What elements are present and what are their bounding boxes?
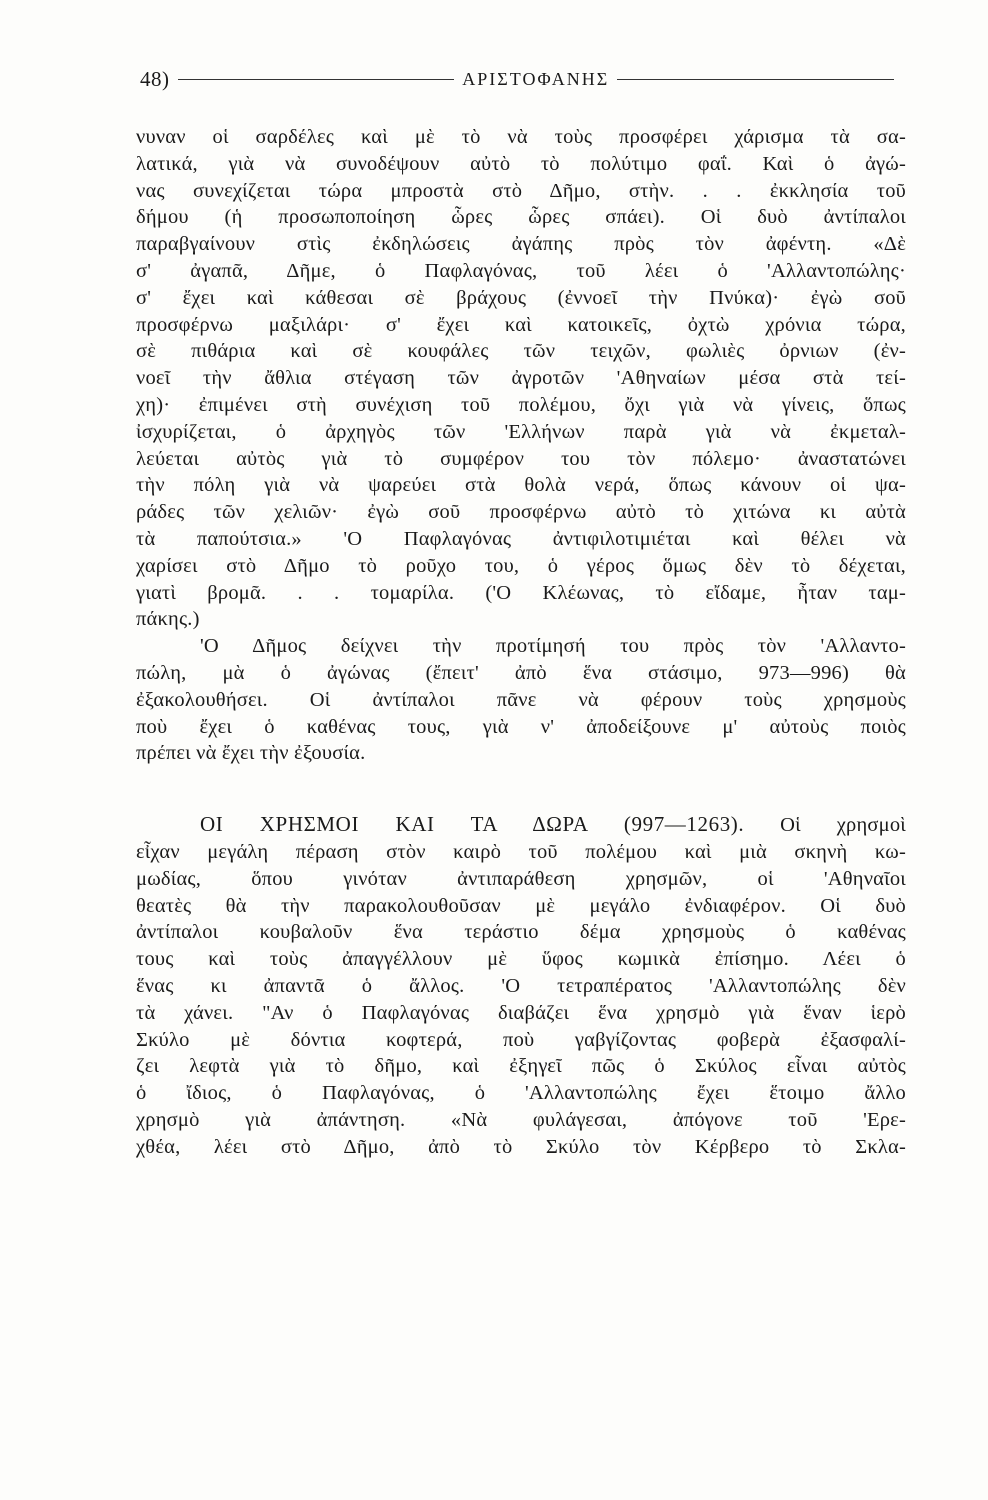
text-line: πάκης.) xyxy=(136,608,200,631)
running-title: ΑΡΙΣΤΟΦΑΝΗΣ xyxy=(462,68,610,89)
text-line: λατικά, γιὰ νὰ συνοδέψουν αὐτὸ τὸ πολύτιμο φαΐ. Καὶ ὁ ἀγώ- xyxy=(136,152,906,175)
text-line: τους καὶ τοὺς ἀπαγγέλλουν μὲ ὕφος κωμικὰ ἐπίσημο. Λέει ὁ xyxy=(136,948,906,971)
text-line: σ' ἀγαπᾶ, Δῆμε, ὁ Παφλαγόνας, τοῦ λέει ὁ 'Αλλαντοπώλης· xyxy=(136,259,906,282)
text-line: χρησμὸ γιὰ ἀπάντηση. «Νὰ φυλάγεσαι, ἀπόγονε τοῦ 'Ερε- xyxy=(136,1108,906,1131)
paragraph-1 xyxy=(136,124,906,633)
text-line: ἐξακολουθήσει. Οἱ ἀντίπαλοι πᾶνε νὰ φέρουν τοὺς χρησμοὺς xyxy=(136,688,906,711)
section-heading-rest: Οἱ χρησμοὶ xyxy=(780,814,907,837)
text-line: χαρίσει στὸ Δῆμο τὸ ροῦχο του, ὁ γέρος ὅμως δὲν τὸ δέχεται, xyxy=(136,554,906,577)
header-rule-left xyxy=(178,79,455,80)
text-line: ὁ ἴδιος, ὁ Παφλαγόνας, ὁ 'Αλλαντοπώλης ἔχει ἕτοιμο ἄλλο xyxy=(136,1082,906,1105)
page-number: 48) xyxy=(140,66,170,91)
body-text xyxy=(136,124,906,1160)
text-line: πρέπει νὰ ἔχει τὴν ἐξουσία. xyxy=(136,742,366,765)
text-line: Σκύλο μὲ δόντια κοφτερά, ποὺ γαβγίζοντας φοβερὰ ἐξασφαλί- xyxy=(136,1028,906,1051)
text-line: πώλη, μὰ ὁ ἀγώνας (ἔπειτ' ἀπὸ ἕνα στάσιμο, 973—996) θὰ xyxy=(136,661,906,684)
text-line: ἰσχυρίζεται, ὁ ἀρχηγὸς τῶν 'Ελλήνων παρὰ γιὰ νὰ ἐκμεταλ- xyxy=(136,420,906,443)
section-gap xyxy=(136,767,906,811)
text-line: μωδίας, ὅπου γινόταν ἀντιπαράθεση χρησμῶν, οἱ 'Αθηναῖοι xyxy=(136,867,906,890)
text-line: θεατὲς θὰ τὴν παρακολουθοῦσαν μὲ μεγάλο ἐνδιαφέρον. Οἱ δυὸ xyxy=(136,894,906,917)
text-line: προσφέρνω μαξιλάρι· σ' ἔχει καὶ κατοικεῖς, ὀχτὼ χρόνια τώρα, xyxy=(136,313,906,336)
text-line: τὴν πόλη γιὰ νὰ ψαρεύει στὰ θολὰ νερά, ὅπως κάνουν οἱ ψα- xyxy=(136,474,906,497)
section-heading: ΟΙ ΧΡΗΣΜΟΙ ΚΑΙ ΤΑ ΔΩΡΑ (997—1263). xyxy=(200,812,745,837)
text-line: νυναν οἱ σαρδέλες καὶ μὲ τὸ νὰ τοὺς προσφέρει χάρισμα τὰ σα- xyxy=(136,126,906,148)
text-line: ζει λεφτὰ γιὰ τὸ δῆμο, καὶ ἐξηγεῖ πῶς ὁ Σκύλος εἶναι αὐτὸς xyxy=(136,1055,906,1078)
text-line: ἀντίπαλοι κουβαλοῦν ἕνα τεράστιο δέμα χρησμοὺς ὁ καθένας xyxy=(136,921,906,944)
text-line: χθέα, λέει στὸ Δῆμο, ἀπὸ τὸ Σκύλο τὸν Κέρβερο τὸ Σκλα- xyxy=(136,1135,906,1158)
text-line: ἕνας κι ἀπαντᾶ ὁ ἄλλος. 'Ο τετραπέρατος 'Αλλαντοπώλης δὲν xyxy=(136,974,906,997)
text-line: σ' ἔχει καὶ κάθεσαι σὲ βράχους (ἐννοεῖ τὴν Πνύκα)· ἐγὼ σοῦ xyxy=(136,286,906,309)
text-line: 'Ο Δῆμος δείχνει τὴν προτίμησή του πρὸς τὸν 'Αλλαντο- xyxy=(200,635,906,658)
text-line: νας συνεχίζεται τώρα μπροστὰ στὸ Δῆμο, στὴν. . . ἐκκλησία τοῦ xyxy=(136,179,906,202)
text-line: χη)· ἐπιμένει στὴ συνέχιση τοῦ πολέμου, ὄχι γιὰ νὰ γίνεις, ὅπως xyxy=(136,393,906,416)
text-line: νοεῖ τὴν ἄθλια στέγαση τῶν ἀγροτῶν 'Αθηναίων μέσα στὰ τεί- xyxy=(136,367,906,390)
text-line: ράδες τῶν χελιῶν· ἐγὼ σοῦ προσφέρνω αὐτὸ τὸ χιτώνα κι αὐτὰ xyxy=(136,501,906,524)
text-line: τὰ χάνει. "Αν ὁ Παφλαγόνας διαβάζει ἕνα χρησμὸ γιὰ ἕναν ἱερὸ xyxy=(136,1001,906,1024)
text-line: δήμου (ἡ προσωποποίηση ὧρες ὧρες σπάει). Οἱ δυὸ ἀντίπαλοι xyxy=(136,206,906,229)
header-rule-right xyxy=(617,79,894,80)
text-line: λεύεται αὐτὸς γιὰ τὸ συμφέρον του τὸν πόλεμο· ἀναστατώνει xyxy=(136,447,906,470)
paragraph-2 xyxy=(136,633,906,767)
running-head xyxy=(140,64,902,94)
text-line: σὲ πιθάρια καὶ σὲ κουφάλες τῶν τειχῶν, φωλιὲς ὀρνιων (ἐν- xyxy=(136,340,906,363)
text-line: εἶχαν μεγάλη πέραση στὸν καιρὸ τοῦ πολέμου καὶ μιὰ σκηνὴ κω- xyxy=(136,840,906,863)
text-line: τὰ παπούτσια.» 'Ο Παφλαγόνας ἀντιφιλοτιμιέται καὶ θέλει νὰ xyxy=(136,527,906,550)
section-heading-line xyxy=(136,811,906,839)
text-line: γιατὶ βρομᾶ. . . τομαρίλα. ('Ο Κλέωνας, τὸ εἴδαμε, ἦταν ταμ- xyxy=(136,581,906,604)
text-line: ποὺ ἔχει ὁ καθένας τους, γιὰ ν' ἀποδείξουνε μ' αὐτοὺς ποιὸς xyxy=(136,715,906,738)
section-chrismoi xyxy=(136,811,906,1160)
text-line: παραβγαίνουν στὶς ἐκδηλώσεις ἀγάπης πρὸς τὸν ἀφέντη. «Δὲ xyxy=(136,233,906,256)
